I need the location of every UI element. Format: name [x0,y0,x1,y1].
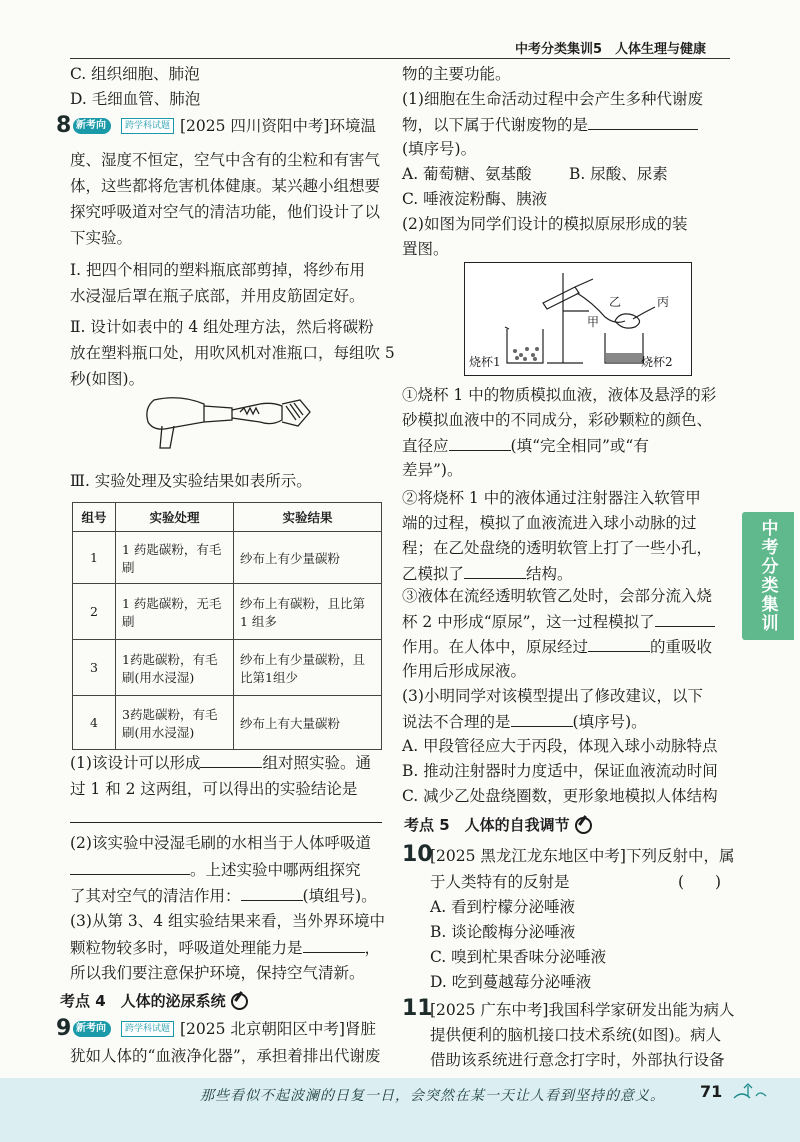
c1-line-b: 砂模拟血液中的不同成分，彩砂颗粒的颜色、 [402,411,713,429]
c1-line-a: ①烧杯 1 中的物质模拟血液，液体及悬浮的彩 [402,386,717,404]
cell-group: 3 [73,640,116,696]
c2-line-d [402,563,573,584]
q8-sub3-c: ， [364,939,381,957]
cell-result: 纱布上有少量碳粉 [234,532,382,584]
q10-answer-paren[interactable]: ( ) [678,873,722,891]
q11-line-3: 借助该系统进行意念打字时，外部执行设备 [430,1051,725,1069]
question-number-9: 9 [56,1016,72,1041]
q9-sub3-opt-c: C. 减少乙处盘绕圈数，更形象地模拟人体结构 [402,787,718,805]
c1-line-e: 差异”)。 [402,461,463,479]
col-header-group: 组号 [73,503,116,532]
answer-blank[interactable] [588,636,650,652]
col-header-result: 实验结果 [234,503,382,532]
answer-blank[interactable] [588,114,698,130]
table-row [73,696,382,750]
q8-sub1-b: 组对照实验。通 [262,754,371,772]
cross-subject-tag: 跨学科试题 [121,1021,174,1037]
q9-line-2: 犹如人体的“血液净化器”，承担着排出代谢废 [70,1047,381,1065]
c1-line-c [402,435,649,456]
header-rule [70,58,730,59]
q10-option-c: C. 嗅到杧果香味分泌唾液 [430,948,607,966]
answer-blank[interactable] [449,435,511,451]
badge-label: 新考向 [76,120,106,131]
q8-sub2-line2 [70,859,361,880]
q8-step-2a: Ⅱ. 设计如表中的 4 组处理方法，然后将碳粉 [70,318,374,336]
c2-e: 结构。 [526,565,573,583]
q8-step-2b: 放在塑料瓶口处，用吹风机对准瓶口，每组吹 5 [70,344,395,362]
c2-line-b: 端的过程，模拟了血液流进入球小动脉的过 [402,514,697,532]
question-number-8: 8 [56,113,72,138]
c3-line-a: ③液体在流经透明软管乙处时，会部分流入烧 [402,587,713,605]
answer-blank[interactable] [70,859,190,875]
q8-sub3-a: (3)从第 3、4 组实验结果来看，当外界环境中 [70,912,386,930]
q9-sub3-opt-a: A. 甲段管径应大于丙段，体现入球小动脉特点 [402,737,718,755]
q11-line-2: 提供便利的脑机接口技术系统(如图)。病人 [430,1026,722,1044]
q9-sub1-b: 物，以下属于代谢废物的是 [402,116,589,134]
side-category-tab: 中考分类集训 [742,512,794,640]
section-5-heading [404,814,592,835]
q8-sub3-d: 所以我们要注意保护环境，保持空气清新。 [70,964,365,982]
c2-line-c: 程；在乙处盘绕的透明软管上打了一些小孔， [402,539,713,557]
label-bing: 丙 [657,295,670,309]
q8-sub1-c: 过 1 和 2 这两组，可以得出的实验结论是 [70,780,358,798]
running-header: 中考分类集训5 人体生理与健康 [515,42,707,57]
q8-sub2-d: (填组号)。 [302,887,377,905]
new-trend-badge [73,1021,111,1037]
q8-line-4: 下实验。 [70,229,133,247]
answer-line[interactable] [70,822,382,823]
c3-d: 的重吸收 [650,638,713,656]
q10-line-2: 于人类特有的反射是 [430,873,570,891]
q8-sub1-a: (1)该设计可以形成 [70,754,201,772]
c3-b: 杯 2 中形成“原尿”，这一过程模拟了 [402,613,655,631]
q10-source-line: [2025 黑龙江龙东地区中考]下列反射中，属 [430,847,735,865]
cell-group: 1 [73,532,116,584]
q9-sub3-opt-b: B. 推动注射器时力度适中，保证血液流动时间 [402,762,718,780]
footer-motto: 那些看似不起波澜的日复一日，会突然在某一天让人看到坚持的意义。 [200,1088,665,1104]
table-row [73,532,382,584]
c2-d: 乙模拟了 [402,565,465,583]
section-4-title: 考点 4 人体的泌尿系统 [60,992,226,1010]
q9-opt-c: C. 唾液淀粉酶、胰液 [402,190,548,208]
q8-sub2-a: (2)该实验中浸湿毛刷的水相当于人体呼吸道 [70,834,371,852]
q8-step-3: Ⅲ. 实验处理及实验结果如表所示。 [70,472,312,490]
answer-blank[interactable] [303,937,365,953]
cell-result: 纱布上有少量碳粉，且比第1组少 [234,640,382,696]
c1-c: 直径应 [402,437,449,455]
pen-circle-icon [575,817,592,834]
q8-source-line: [2025 四川资阳中考]环境温 [180,117,376,135]
label-jia: 甲 [587,315,600,329]
q8-line-3: 探究呼吸道对空气的清洁功能，他们设计了以 [70,203,381,221]
c3-c: 作用。在人体中，原尿经过 [402,638,589,656]
q8-step-1a: Ⅰ. 把四个相同的塑料瓶底部剪掉，将纱布用 [70,261,365,279]
c3-line-e: 作用后形成尿液。 [402,662,527,680]
q8-sub2-line3 [70,885,377,906]
answer-blank[interactable] [655,611,715,627]
table-row [73,640,382,696]
cell-group: 4 [73,696,116,750]
q8-sub3-line2 [70,937,380,958]
hairdryer-bottle-illustration [140,386,320,456]
cell-treatment: 1 药匙碳粉，有毛刷 [116,532,234,584]
q8-sub1-line1 [70,752,371,773]
q9-sub3-a: (3)小明同学对该模型提出了修改建议，以下 [402,687,703,705]
tree-cloud-icon [728,1080,768,1102]
pen-circle-icon [231,993,248,1010]
label-yi: 乙 [609,295,622,309]
option-c: C. 组织细胞、肺泡 [70,65,200,83]
answer-blank[interactable] [200,752,262,768]
c3-line-c [402,636,712,657]
badge-label: 新考向 [76,1023,106,1034]
q8-sub2-b: 。上述实验中哪两组探究 [190,861,361,879]
q9-opt-a: A. 葡萄糖、氨基酸 [402,165,532,183]
cell-treatment: 3药匙碳粉，有毛刷(用水浸湿) [116,696,234,750]
new-trend-badge [73,118,111,134]
answer-blank[interactable] [241,885,303,901]
cell-result: 纱布上有大量碳粉 [234,696,382,750]
q9-sub3-b: 说法不合理的是 [402,713,511,731]
q10-option-a: A. 看到柠檬分泌唾液 [430,898,576,916]
cross-subject-tag: 跨学科试题 [121,118,174,134]
page-number: 71 [700,1082,723,1101]
q9-sub2-a: (2)如图为同学们设计的模拟原尿形成的装 [402,215,688,233]
q8-line-1: 度、湿度不恒定，空气中含有的尘粒和有害气 [70,151,381,169]
answer-blank[interactable] [511,711,573,727]
q8-sub2-c: 了其对空气的清洁作用： [70,887,241,905]
q10-option-d: D. 吃到蔓越莓分泌唾液 [430,973,592,991]
q8-sub3-b: 颗粒物较多时，呼吸道处理能力是 [70,939,303,957]
table-header-row [73,503,382,532]
q8-step-2c: 秒(如图)。 [70,370,145,388]
q9-sub3-c: (填序号)。 [572,713,647,731]
q9-sub2-b: 置图。 [402,240,449,258]
table-row [73,584,382,640]
cell-group: 2 [73,584,116,640]
experiment-table [72,502,382,750]
q9-sub1-c: (填序号)。 [402,140,477,158]
c3-line-b [402,611,715,632]
q11-source-line: [2025 广东中考]我国科学家研发出能为病人 [430,1001,735,1019]
q8-line-2: 体，这些都将危害机体健康。某兴趣小组想要 [70,177,381,195]
col-header-treatment: 实验处理 [116,503,234,532]
q10-option-b: B. 谈论酸梅分泌唾液 [430,923,576,941]
q9-sub3-line2 [402,711,647,732]
question-number-11: 11 [402,996,433,1021]
section-5-title: 考点 5 人体的自我调节 [404,816,570,834]
q9-continued: 物的主要功能。 [402,65,511,83]
apparatus-figure [464,262,692,376]
cell-treatment: 1 药匙碳粉，无毛刷 [116,584,234,640]
cell-treatment: 1药匙碳粉，有毛刷(用水浸湿) [116,640,234,696]
c2-line-a: ②将烧杯 1 中的液体通过注射器注入软管甲 [402,489,701,507]
question-number-10: 10 [402,842,433,867]
q9-source-line: [2025 北京朝阳区中考]肾脏 [180,1020,376,1038]
label-beaker-1: 烧杯1 [469,355,501,369]
q8-step-1b: 水浸湿后罩在瓶子底部，并用皮筋固定好。 [70,287,365,305]
c1-d: (填“完全相同”或“有 [510,437,649,455]
q9-sub1-line2 [402,114,698,135]
q9-opt-b: B. 尿酸、尿素 [569,165,668,183]
q9-sub1-a: (1)细胞在生命活动过程中会产生多种代谢废 [402,90,703,108]
answer-blank[interactable] [464,563,526,579]
label-beaker-2: 烧杯2 [641,355,673,369]
section-4-heading [60,990,248,1011]
option-d: D. 毛细血管、肺泡 [70,90,201,108]
cell-result: 纱布上有碳粉，且比第 1 组多 [234,584,382,640]
